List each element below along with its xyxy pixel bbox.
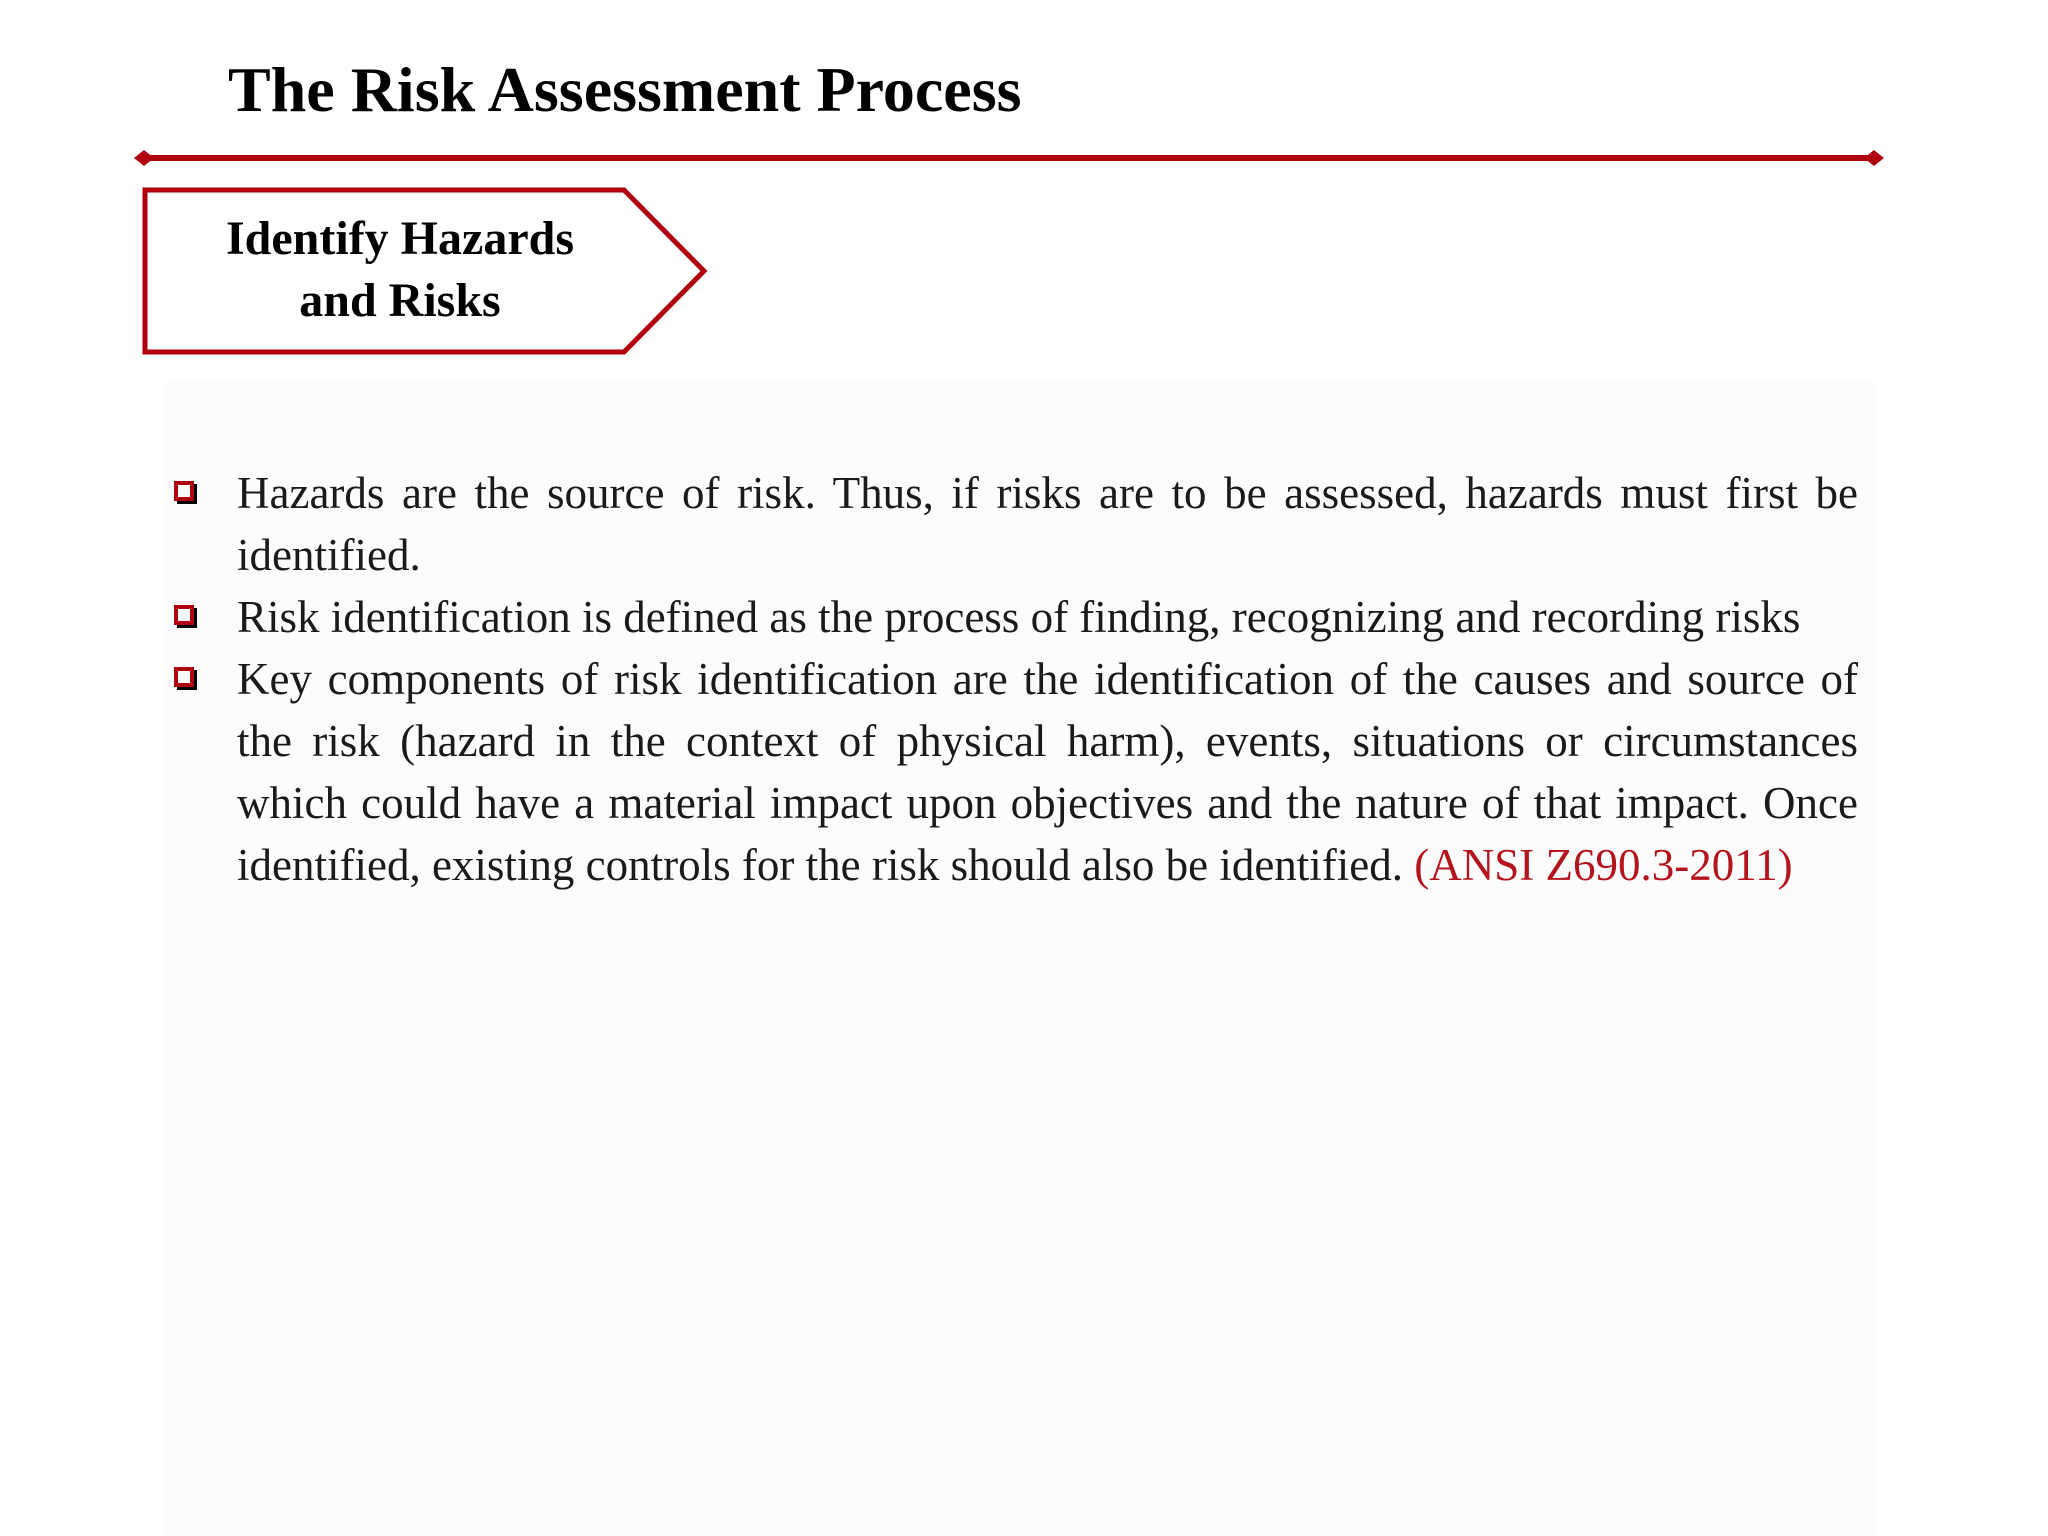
citation: (ANSI Z690.3-2011) bbox=[1414, 840, 1793, 890]
bullet-item bbox=[170, 462, 1858, 586]
checkbox-square-icon bbox=[174, 605, 194, 625]
checkbox-square-icon bbox=[174, 481, 194, 501]
divider-left-diamond bbox=[134, 150, 154, 166]
bullet-text: Key components of risk identification are the identification of the causes and source of the risk (hazard in the context of physical harm), events, situations or circumstances which could have a material impact upon objectives and the nature of that impact. Once identified, existing controls for the risk should also be identified. bbox=[237, 654, 1858, 890]
bullet-text: Risk identification is defined as the process of finding, recognizing and recording risks bbox=[237, 592, 1801, 642]
step-label bbox=[200, 208, 600, 332]
bullet-text: Hazards are the source of risk. Thus, if risks are to be assessed, hazards must first be identified. bbox=[237, 468, 1858, 580]
divider-right-diamond bbox=[1864, 150, 1884, 166]
step-arrow-box bbox=[140, 186, 720, 358]
bullet-item bbox=[170, 648, 1858, 896]
bullet-list bbox=[170, 462, 1858, 896]
step-label-line-2: and Risks bbox=[299, 274, 501, 327]
checkbox-square-icon bbox=[174, 667, 194, 687]
title-divider bbox=[134, 146, 1884, 170]
slide-title: The Risk Assessment Process bbox=[228, 54, 1022, 125]
bullet-item bbox=[170, 586, 1858, 648]
step-label-line-1: Identify Hazards bbox=[226, 212, 574, 265]
